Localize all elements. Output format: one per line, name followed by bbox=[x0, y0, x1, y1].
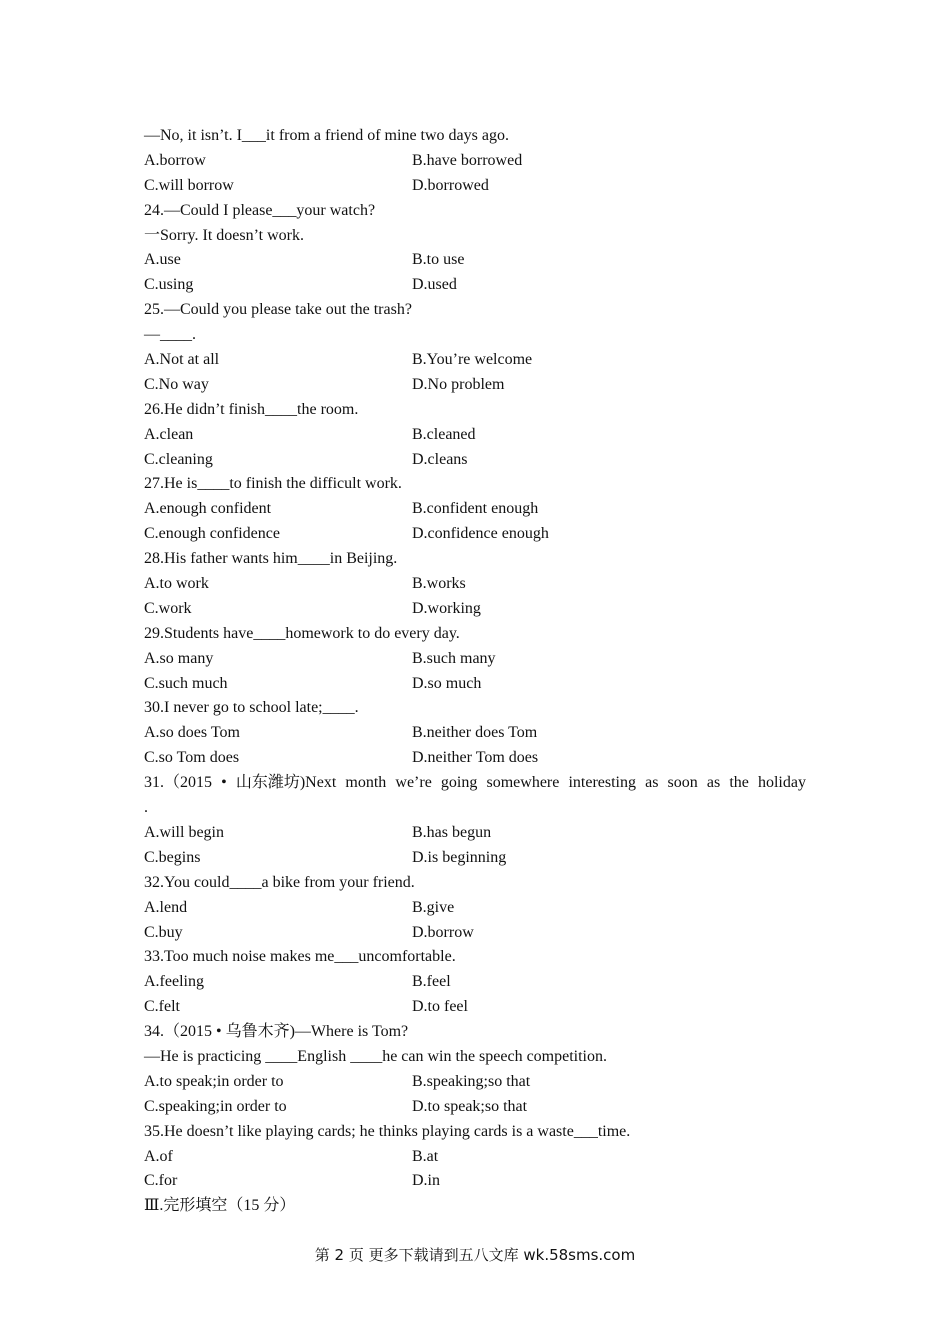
option-a: C.No way bbox=[144, 375, 209, 393]
option-b: D.cleans bbox=[412, 450, 468, 468]
option-row bbox=[144, 348, 806, 373]
option-row bbox=[144, 597, 806, 622]
option-a: A.to speak;in order to bbox=[144, 1072, 284, 1090]
option-row bbox=[144, 746, 806, 771]
option-b: B.give bbox=[412, 898, 455, 916]
option-a: C.work bbox=[144, 599, 192, 617]
question-text: —He is practicing ____English ____he can win the speech competition. bbox=[144, 1047, 607, 1065]
option-b: D.confidence enough bbox=[412, 525, 549, 543]
option-row bbox=[144, 448, 806, 473]
option-b: D.so much bbox=[412, 674, 482, 692]
option-row bbox=[144, 423, 806, 448]
option-row bbox=[144, 572, 806, 597]
option-b: B.works bbox=[412, 575, 466, 593]
option-a: A.Not at all bbox=[144, 351, 220, 369]
option-a: A.borrow bbox=[144, 151, 206, 169]
option-row bbox=[144, 522, 806, 547]
option-b: D.borrowed bbox=[412, 176, 489, 194]
word: 山东潍坊)Next bbox=[235, 774, 337, 792]
question-text: 32.You could____a bike from your friend. bbox=[144, 873, 415, 891]
question-text: 29.Students have____homework to do every day. bbox=[144, 624, 460, 642]
option-a: C.so Tom does bbox=[144, 749, 240, 767]
option-b: D.in bbox=[412, 1172, 440, 1190]
word: soon bbox=[667, 774, 698, 792]
word: interesting bbox=[568, 774, 636, 792]
option-b: B.have borrowed bbox=[412, 151, 523, 169]
option-a: C.using bbox=[144, 276, 194, 294]
option-a: A.so many bbox=[144, 649, 214, 667]
question-text bbox=[144, 771, 806, 796]
option-row bbox=[144, 921, 806, 946]
option-b: B.cleaned bbox=[412, 425, 476, 443]
option-b: D.to feel bbox=[412, 998, 468, 1016]
option-b: B.at bbox=[412, 1147, 439, 1165]
question-text: 一Sorry. It doesn’t work. bbox=[144, 226, 304, 244]
option-a: C.for bbox=[144, 1172, 178, 1190]
option-a: A.of bbox=[144, 1147, 173, 1165]
option-row bbox=[144, 373, 806, 398]
option-b: D.No problem bbox=[412, 375, 505, 393]
option-row bbox=[144, 273, 806, 298]
question-text: 24.—Could I please___your watch? bbox=[144, 201, 376, 219]
question-text: 33.Too much noise makes me___uncomfortable. bbox=[144, 948, 456, 966]
option-a: A.feeling bbox=[144, 973, 204, 991]
question-text: . bbox=[144, 799, 148, 817]
option-row bbox=[144, 149, 806, 174]
question-text: Ⅲ.完形填空（15 分） bbox=[144, 1197, 296, 1215]
option-row bbox=[144, 821, 806, 846]
word: as bbox=[706, 774, 721, 792]
option-row bbox=[144, 1169, 806, 1194]
option-b: B.neither does Tom bbox=[412, 724, 538, 742]
option-a: C.enough confidence bbox=[144, 525, 280, 543]
option-a: C.will borrow bbox=[144, 176, 234, 194]
word: the bbox=[729, 774, 749, 792]
word: somewhere bbox=[486, 774, 560, 792]
word: 31.（2015 bbox=[144, 774, 213, 792]
option-row bbox=[144, 995, 806, 1020]
page-footer: 第 2 页 更多下载请到五八文库 wk.58sms.com bbox=[314, 1246, 636, 1264]
option-a: C.cleaning bbox=[144, 450, 213, 468]
option-row bbox=[144, 248, 806, 273]
option-row bbox=[144, 497, 806, 522]
word: we’re bbox=[395, 774, 432, 792]
question-text: —No, it isn’t. I___it from a friend of mine two days ago. bbox=[144, 127, 509, 144]
option-row bbox=[144, 1095, 806, 1120]
word: month bbox=[345, 774, 387, 792]
option-a: C.buy bbox=[144, 923, 183, 941]
option-b: B.such many bbox=[412, 649, 496, 667]
word: going bbox=[440, 774, 478, 792]
question-text: —____. bbox=[144, 326, 196, 344]
option-b: D.neither Tom does bbox=[412, 749, 539, 767]
option-a: A.so does Tom bbox=[144, 724, 240, 742]
question-text: 28.His father wants him____in Beijing. bbox=[144, 550, 398, 568]
page-content bbox=[144, 124, 806, 1219]
option-row bbox=[144, 174, 806, 199]
option-b: B.has begun bbox=[412, 823, 492, 841]
option-row bbox=[144, 846, 806, 871]
word: as bbox=[645, 774, 659, 792]
question-text: 30.I never go to school late;____. bbox=[144, 699, 359, 717]
question-text: 34.（2015 • 乌鲁木齐)—Where is Tom? bbox=[144, 1023, 409, 1041]
option-a: C.such much bbox=[144, 674, 228, 692]
word: • bbox=[221, 774, 227, 792]
option-a: A.will begin bbox=[144, 823, 224, 841]
option-row bbox=[144, 721, 806, 746]
option-a: A.use bbox=[144, 251, 181, 269]
question-text: 27.He is____to finish the difficult work. bbox=[144, 475, 402, 493]
option-a: A.to work bbox=[144, 575, 209, 593]
option-a: A.lend bbox=[144, 898, 188, 916]
option-b: D.used bbox=[412, 276, 457, 294]
option-b: B.confident enough bbox=[412, 500, 539, 518]
option-b: D.borrow bbox=[412, 923, 474, 941]
option-b: B.feel bbox=[412, 973, 451, 991]
question-text: 26.He didn’t finish____the room. bbox=[144, 400, 359, 418]
option-b: B.You’re welcome bbox=[412, 351, 533, 369]
question-text: 25.—Could you please take out the trash? bbox=[144, 301, 412, 319]
option-b: D.is beginning bbox=[412, 848, 507, 866]
word: holiday bbox=[757, 774, 806, 792]
option-b: D.to speak;so that bbox=[412, 1097, 528, 1115]
option-b: B.to use bbox=[412, 251, 465, 269]
option-b: B.speaking;so that bbox=[412, 1072, 531, 1090]
option-row bbox=[144, 1070, 806, 1095]
option-row bbox=[144, 647, 806, 672]
option-a: A.clean bbox=[144, 425, 194, 443]
option-row bbox=[144, 896, 806, 921]
option-row bbox=[144, 970, 806, 995]
option-a: A.enough confident bbox=[144, 500, 272, 518]
option-a: C.felt bbox=[144, 998, 180, 1016]
option-row bbox=[144, 672, 806, 697]
question-text: 35.He doesn’t like playing cards; he thinks playing cards is a waste___time. bbox=[144, 1122, 631, 1140]
option-row bbox=[144, 1145, 806, 1170]
option-b: D.working bbox=[412, 599, 481, 617]
option-a: C.speaking;in order to bbox=[144, 1097, 287, 1115]
option-a: C.begins bbox=[144, 848, 201, 866]
